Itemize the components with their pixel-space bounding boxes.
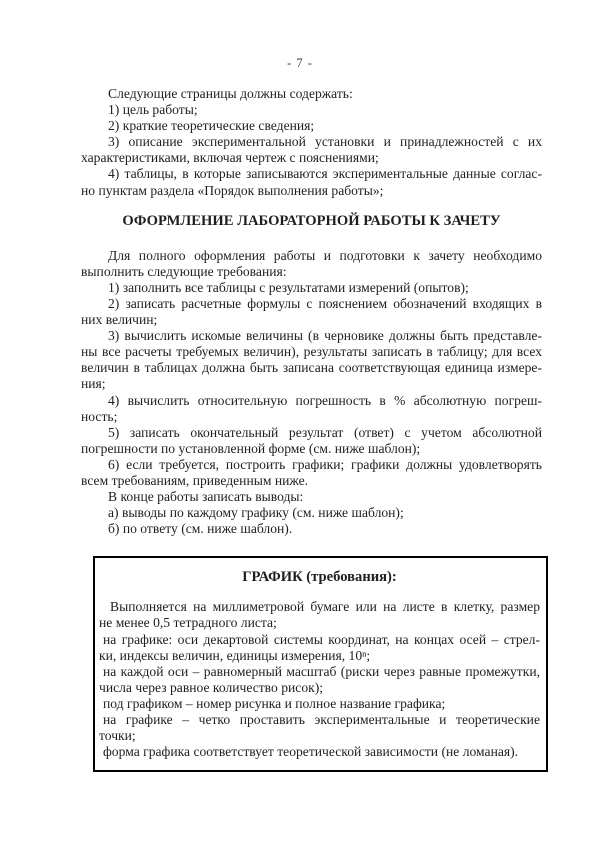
- text-line: всем требованиям, приведенным ниже.: [81, 472, 309, 488]
- text-line: на графике: оси декартовой системы координат, на концах осей – стрел-: [103, 631, 540, 647]
- text-line: 4) таблицы, в которые записываются экспериментальные данные соглас-: [108, 166, 542, 182]
- text-line: выполнить следующие требования:: [81, 263, 287, 279]
- text-line: 1) заполнить все таблицы с результатами измерений (опытов);: [108, 279, 469, 295]
- text-line: на каждой оси – равномерный масштаб (риски через равные промежутки,: [103, 663, 540, 679]
- text-line: а) выводы по каждому графику (см. ниже шаблон);: [108, 505, 404, 521]
- text-line: 6) если требуется, построить графики; графики должны удовлетворять: [108, 456, 542, 472]
- text-line: 2) краткие теоретические сведения;: [108, 118, 315, 134]
- text-line: Следующие страницы должны содержать:: [108, 86, 353, 101]
- text-line: них величин;: [81, 312, 158, 328]
- text-line: ны все расчеты требуемых величин), результаты записать в таблицу; для всех: [81, 344, 542, 360]
- requirements-paragraph: [81, 248, 542, 538]
- graph-requirements-box: [93, 556, 548, 772]
- text-line: ки, индексы величин, единицы измерения, 10ⁿ;: [99, 647, 371, 663]
- page-number: - 7 -: [287, 56, 313, 70]
- text-line: 1) цель работы;: [108, 102, 198, 118]
- text-line: не менее 0,5 тетрадного листа;: [99, 615, 277, 631]
- text-line: Для полного оформления работы и подготовки к зачету необходимо: [108, 247, 542, 263]
- text-line: но пунктам раздела «Порядок выполнения работы»;: [81, 182, 384, 198]
- intro-paragraph: [81, 86, 542, 199]
- text-line: ния;: [81, 376, 106, 392]
- text-line: 3) описание экспериментальной установки и принадлежностей с их: [108, 134, 542, 150]
- text-line: В конце работы записать выводы:: [108, 489, 304, 505]
- box-title: ГРАФИК (требования):: [242, 569, 397, 586]
- text-line: точки;: [99, 728, 136, 744]
- text-line: форма графика соответствует теоретической зависимости (не ломаная).: [103, 744, 519, 760]
- text-line: Выполняется на миллиметровой бумаге или на листе в клетку, размер: [110, 599, 540, 615]
- page-content: [81, 86, 542, 772]
- text-line: величин в таблицах должна быть записана соответствующая единица измере-: [81, 360, 542, 376]
- text-line: погрешности по установленной форме (см. ниже шаблон);: [81, 440, 421, 456]
- text-line: на графике – четко проставить экспериментальные и теоретические: [103, 712, 540, 727]
- text-line: 5) записать окончательный результат (ответ) с учетом абсолютной: [108, 424, 542, 440]
- text-line: числа через равное количество рисок);: [99, 679, 324, 695]
- text-line: 2) записать расчетные формулы с пояснением обозначений входящих в: [108, 295, 542, 311]
- text-line: ность;: [81, 408, 118, 424]
- text-line: б) по ответу (см. ниже шаблон).: [108, 521, 293, 537]
- text-line: 4) вычислить относительную погрешность в % абсолютную погреш-: [108, 392, 542, 408]
- text-line: 3) вычислить искомые величины (в черновике должны быть представле-: [108, 328, 542, 344]
- text-line: под графиком – номер рисунка и полное название графика;: [103, 695, 446, 711]
- section-heading: ОФОРМЛЕНИЕ ЛАБОРАТОРНОЙ РАБОТЫ К ЗАЧЕТУ: [122, 212, 501, 229]
- text-line: характеристиками, включая чертеж с пояснениями;: [81, 150, 379, 166]
